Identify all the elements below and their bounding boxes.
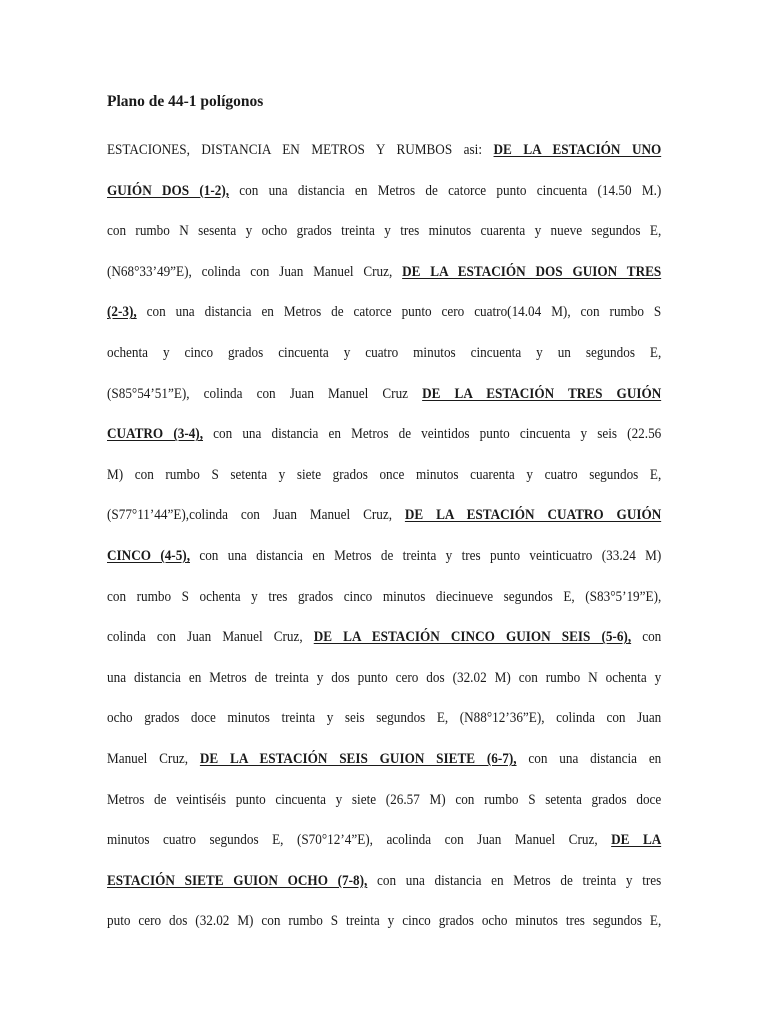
paragraph-line [107, 820, 661, 861]
paragraph-line [107, 211, 661, 252]
paragraph-line [107, 374, 661, 415]
paragraph-line [107, 780, 661, 821]
paragraph-line [107, 617, 661, 658]
paragraph-text: (S77°11’44”E),colinda con Juan Manuel Cruz, [107, 507, 405, 524]
station-heading: DE LA ESTACIÓN SEIS GUION SIETE (6-7), [199, 750, 517, 767]
document-title: Plano de 44-1 polígonos [107, 93, 264, 110]
station-heading: DE LA ESTACIÓN TRES GUIÓN [422, 385, 662, 402]
paragraph-line [107, 252, 661, 293]
paragraph-text: con rumbo N sesenta y ocho grados treinta y tres minutos cuarenta y nueve segundos E, [107, 223, 662, 240]
paragraph-line [107, 658, 661, 699]
paragraph-text: con una distancia en Metros de catorce punto cero cuatro(14.04 M), con rumbo S [136, 304, 662, 321]
paragraph-line [107, 333, 661, 374]
station-heading: DE LA [611, 832, 662, 849]
station-heading: CUATRO (3-4), [107, 426, 204, 443]
paragraph-line [107, 698, 661, 739]
document-body [107, 130, 661, 942]
paragraph-line [107, 455, 661, 496]
paragraph-line [107, 414, 661, 455]
paragraph-line [107, 577, 661, 618]
paragraph-text: colinda con Juan Manuel Cruz, [107, 629, 314, 646]
station-heading: DE LA ESTACIÓN CUATRO GUIÓN [404, 507, 662, 524]
paragraph-line [107, 292, 661, 333]
paragraph-text: con una distancia en Metros de treinta y tres [367, 872, 662, 889]
station-heading: DE LA ESTACIÓN UNO [493, 142, 662, 158]
paragraph-line [107, 739, 661, 780]
paragraph-text: M) con rumbo S setenta y siete grados once minutos cuarenta y cuatro segundos E, [107, 466, 662, 483]
paragraph-line [107, 171, 661, 212]
paragraph-text: Manuel Cruz, [107, 750, 200, 767]
paragraph-line [107, 901, 661, 942]
station-heading: DE LA ESTACIÓN DOS GUION TRES [402, 263, 662, 280]
station-heading: ESTACIÓN SIETE GUION OCHO (7-8), [107, 872, 368, 889]
paragraph-text: con rumbo S ochenta y tres grados cinco minutos diecinueve segundos E, (S83°5’19”E), [107, 588, 662, 605]
paragraph-text: ochenta y cinco grados cincuenta y cuatro minutos cincuenta y un segundos E, [107, 344, 662, 361]
paragraph-text: minutos cuatro segundos E, (S70°12’4”E), acolinda con Juan Manuel Cruz, [107, 832, 612, 849]
station-heading: DE LA ESTACIÓN CINCO GUION SEIS (5-6), [313, 629, 632, 646]
paragraph-text: ocho grados doce minutos treinta y seis segundos E, (N88°12’36”E), colinda con Juan [107, 710, 662, 727]
paragraph-text: con una distancia en [516, 750, 662, 767]
paragraph-line [107, 130, 661, 171]
paragraph-text: con una distancia en Metros de veintidos punto cincuenta y seis (22.56 [203, 426, 662, 443]
paragraph-text: ESTACIONES, DISTANCIA EN METROS Y RUMBOS asi: [107, 142, 494, 158]
paragraph-text: con una distancia en Metros de treinta y tres punto veinticuatro (33.24 M) [190, 547, 662, 564]
paragraph-text: con [631, 629, 662, 646]
paragraph-text: Metros de veintiséis punto cincuenta y siete (26.57 M) con rumbo S setenta grados doce [107, 791, 662, 808]
station-heading: GUIÓN DOS (1-2), [107, 182, 230, 199]
paragraph-text: (N68°33’49”E), colinda con Juan Manuel Cruz, [107, 263, 403, 280]
paragraph-line [107, 536, 661, 577]
station-heading: (2-3), [107, 304, 137, 321]
paragraph-line [107, 861, 661, 902]
station-heading: CINCO (4-5), [107, 547, 191, 564]
paragraph-text: puto cero dos (32.02 M) con rumbo S treinta y cinco grados ocho minutos tres segundos E, [107, 913, 662, 930]
paragraph-text: (S85°54’51”E), colinda con Juan Manuel Cruz [107, 385, 423, 402]
paragraph-text: una distancia en Metros de treinta y dos punto cero dos (32.02 M) con rumbo N ochenta y [107, 669, 662, 686]
paragraph-line [107, 495, 661, 536]
paragraph-text: con una distancia en Metros de catorce punto cincuenta (14.50 M.) [229, 182, 662, 199]
